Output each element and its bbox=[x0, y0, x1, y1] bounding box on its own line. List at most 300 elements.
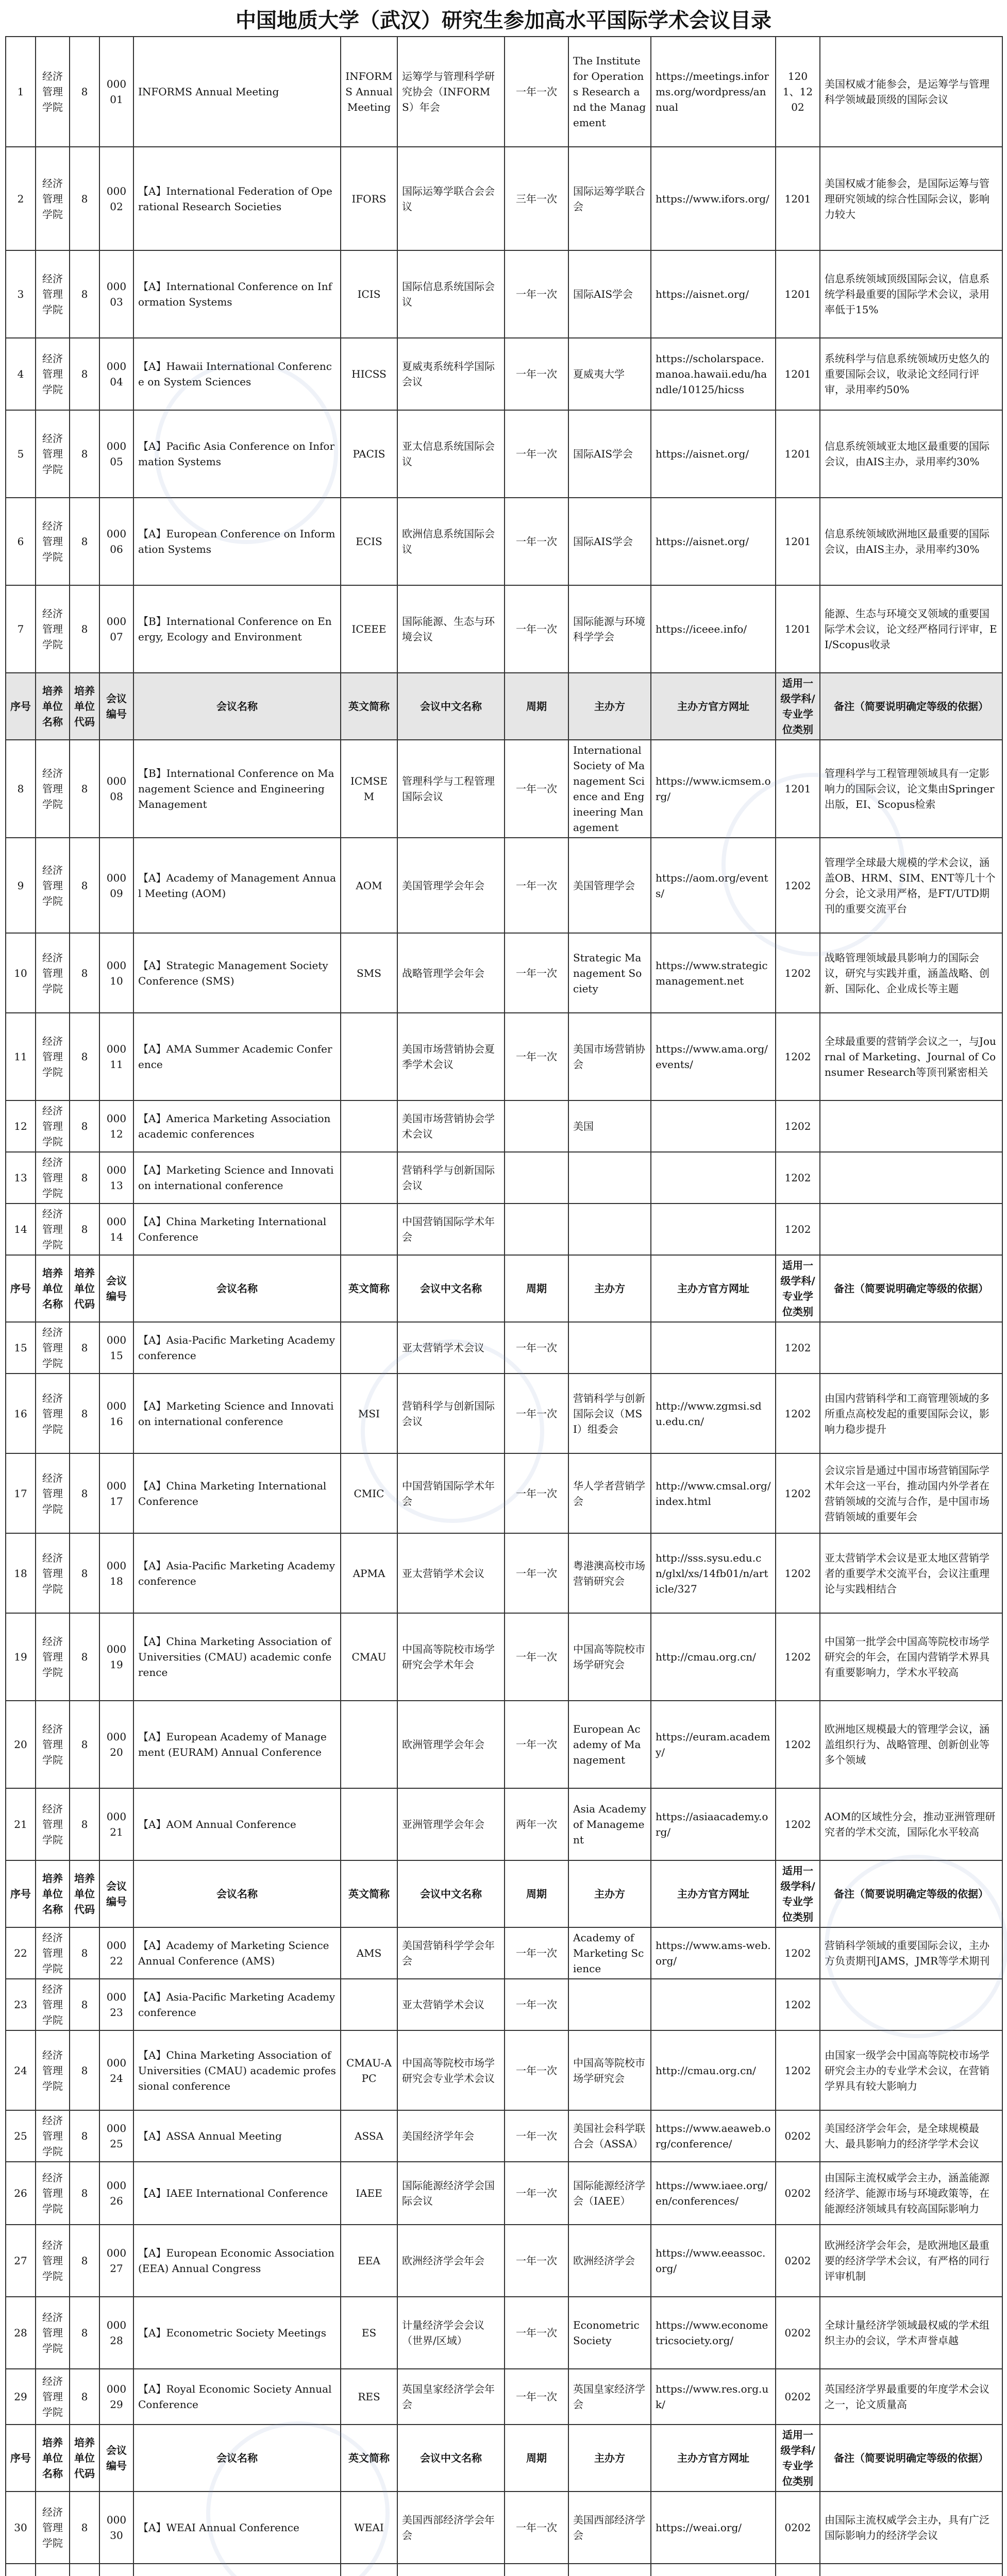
column-header: 主办方 bbox=[568, 1860, 651, 1927]
cell-seq: 17 bbox=[6, 1453, 36, 1533]
column-header: 序号 bbox=[6, 1860, 36, 1927]
cell-cn-name: 亚太营销学术会议 bbox=[397, 1533, 505, 1613]
cell-discipline: 1201 bbox=[776, 147, 820, 250]
cell-meeting-name: 【A】Marketing Science and Innovation international conference bbox=[133, 1152, 341, 1204]
cell-discipline: 1201、1202 bbox=[776, 37, 820, 147]
table-row bbox=[6, 2225, 1002, 2297]
cell-url[interactable]: http://cmau.org.cn/ bbox=[651, 2030, 776, 2110]
cell-meeting-name: 【A】Marketing Science and Innovation international conference bbox=[133, 1374, 341, 1453]
cell-meeting-name: 【A】AMA Summer Academic Conference bbox=[133, 1013, 341, 1100]
cell-url[interactable] bbox=[651, 1979, 776, 2030]
cell-note bbox=[820, 1204, 1002, 1255]
cell-unit-code: 8 bbox=[70, 2225, 99, 2297]
cell-abbr: HICSS bbox=[341, 338, 397, 410]
cell-abbr bbox=[341, 1100, 397, 1152]
cell-meeting-name: 【A】Strategic Management Society Conference (SMS) bbox=[133, 933, 341, 1013]
cell-url[interactable]: http://sss.sysu.edu.cn/glxl/xs/14fb01/n/article/327 bbox=[651, 1533, 776, 1613]
cell-note: 全球计量经济学领域最权威的学术组织主办的会议，学术声誉卓越 bbox=[820, 2297, 1002, 2369]
cell-unit-code: 8 bbox=[70, 410, 99, 498]
cell-discipline: 0202 bbox=[776, 2110, 820, 2162]
cell-seq: 26 bbox=[6, 2162, 36, 2225]
cell-host bbox=[568, 2564, 651, 2576]
cell-meeting-name bbox=[133, 2564, 341, 2576]
cell-cn-name: 亚洲管理学会年会 bbox=[397, 1788, 505, 1860]
cell-meeting-name: 【A】WEAI Annual Conference bbox=[133, 2492, 341, 2564]
cell-host: Asia Academy of Management bbox=[568, 1788, 651, 1860]
table-row bbox=[6, 585, 1002, 673]
cell-seq: 2 bbox=[6, 147, 36, 250]
column-header: 适用一级学科/专业学位类别 bbox=[776, 1860, 820, 1927]
column-header: 周期 bbox=[505, 2425, 568, 2492]
column-header: 主办方 bbox=[568, 2425, 651, 2492]
cell-discipline: 0202 bbox=[776, 2492, 820, 2564]
cell-host: 营销科学与创新国际会议（MSI）组委会 bbox=[568, 1374, 651, 1453]
cell-seq: 28 bbox=[6, 2297, 36, 2369]
cell-url[interactable] bbox=[651, 2564, 776, 2576]
cell-host: European Academy of Management bbox=[568, 1701, 651, 1788]
cell-url[interactable]: http://cmau.org.cn/ bbox=[651, 1613, 776, 1701]
cell-url[interactable]: https://aisnet.org/ bbox=[651, 410, 776, 498]
cell-host: 美国社会科学联合会（ASSA） bbox=[568, 2110, 651, 2162]
cell-cycle: 两年一次 bbox=[505, 1788, 568, 1860]
column-header: 培养单位代码 bbox=[70, 2425, 99, 2492]
cell-meeting-name: 【A】China Marketing Association of Universities (CMAU) academic professional conference bbox=[133, 2030, 341, 2110]
cell-cycle: 一年一次 bbox=[505, 1322, 568, 1374]
cell-discipline: 1202 bbox=[776, 1374, 820, 1453]
cell-cn-name: 亚太营销学术会议 bbox=[397, 1979, 505, 2030]
cell-host: 国际AIS学会 bbox=[568, 410, 651, 498]
cell-unit-name: 经济管理学院 bbox=[36, 338, 70, 410]
cell-unit-name: 经济管理学院 bbox=[36, 147, 70, 250]
cell-cycle: 一年一次 bbox=[505, 585, 568, 673]
cell-abbr: EEA bbox=[341, 2225, 397, 2297]
cell-seq: 9 bbox=[6, 838, 36, 933]
cell-host: 国际运筹学联合会 bbox=[568, 147, 651, 250]
cell-unit-name: 经济管理学院 bbox=[36, 498, 70, 585]
table-row bbox=[6, 1927, 1002, 1979]
cell-url[interactable]: https://www.aeaweb.org/conference/ bbox=[651, 2110, 776, 2162]
cell-meeting-id: 00016 bbox=[99, 1374, 133, 1453]
table-row bbox=[6, 2369, 1002, 2425]
cell-note: 全球最重要的营销学会议之一，与Journal of Marketing、Journal of Consumer Research等顶刊紧密相关 bbox=[820, 1013, 1002, 1100]
cell-cycle: 一年一次 bbox=[505, 933, 568, 1013]
table-row bbox=[6, 37, 1002, 147]
cell-note: 管理学全球最大规模的学术会议，涵盖OB、HRM、SIM、ENT等几十个分会，论文录用严格，是FT/UTD期刊的重要交流平台 bbox=[820, 838, 1002, 933]
cell-cn-name: 中国高等院校市场学研究会学术年会 bbox=[397, 1613, 505, 1701]
cell-note: 信息系统领域顶级国际会议，信息系统学科最重要的国际学术会议，录用率低于15% bbox=[820, 250, 1002, 338]
cell-discipline: 1202 bbox=[776, 1533, 820, 1613]
table-row bbox=[6, 1100, 1002, 1152]
cell-url[interactable]: https://scholarspace.manoa.hawaii.edu/handle/10125/hicss bbox=[651, 338, 776, 410]
cell-unit-name: 经济管理学院 bbox=[36, 838, 70, 933]
cell-seq: 22 bbox=[6, 1927, 36, 1979]
cell-cn-name: 美国市场营销协会夏季学术会议 bbox=[397, 1013, 505, 1100]
cell-url[interactable]: https://www.res.org.uk/ bbox=[651, 2369, 776, 2425]
cell-unit-code: 8 bbox=[70, 338, 99, 410]
cell-seq: 21 bbox=[6, 1788, 36, 1860]
cell-unit-code: 8 bbox=[70, 1322, 99, 1374]
cell-cn-name: 计量经济学会会议（世界/区域） bbox=[397, 2297, 505, 2369]
column-header: 主办方官方网址 bbox=[651, 1860, 776, 1927]
conference-table-body bbox=[6, 37, 1002, 2576]
cell-abbr: CMAU bbox=[341, 1613, 397, 1701]
cell-cycle: 一年一次 bbox=[505, 2030, 568, 2110]
cell-meeting-id: 00001 bbox=[99, 37, 133, 147]
cell-discipline: 1202 bbox=[776, 1453, 820, 1533]
cell-unit-code bbox=[70, 2564, 99, 2576]
cell-abbr: IFORS bbox=[341, 147, 397, 250]
cell-url[interactable]: https://www.strategicmanagement.net bbox=[651, 933, 776, 1013]
table-row bbox=[6, 1979, 1002, 2030]
cell-cycle: 一年一次 bbox=[505, 2492, 568, 2564]
cell-cycle bbox=[505, 1152, 568, 1204]
cell-url[interactable] bbox=[651, 1204, 776, 1255]
cell-seq: 19 bbox=[6, 1613, 36, 1701]
cell-cn-name bbox=[397, 2564, 505, 2576]
cell-discipline: 1202 bbox=[776, 1100, 820, 1152]
cell-unit-name: 经济管理学院 bbox=[36, 37, 70, 147]
column-header: 主办方 bbox=[568, 673, 651, 740]
table-row bbox=[6, 1374, 1002, 1453]
cell-abbr bbox=[341, 1701, 397, 1788]
cell-cn-name: 欧洲经济学会年会 bbox=[397, 2225, 505, 2297]
column-header: 英文简称 bbox=[341, 673, 397, 740]
cell-cn-name: 管理科学与工程管理国际会议 bbox=[397, 740, 505, 838]
cell-unit-name bbox=[36, 2564, 70, 2576]
cell-unit-name: 经济管理学院 bbox=[36, 2030, 70, 2110]
cell-meeting-name: 【A】Hawaii International Conference on System Sciences bbox=[133, 338, 341, 410]
column-header: 周期 bbox=[505, 1860, 568, 1927]
cell-seq: 23 bbox=[6, 1979, 36, 2030]
cell-meeting-name: 【A】Asia-Pacific Marketing Academy conference bbox=[133, 1322, 341, 1374]
cell-meeting-id: 00012 bbox=[99, 1100, 133, 1152]
cell-url[interactable]: https://www.iaee.org/en/conferences/ bbox=[651, 2162, 776, 2225]
cell-cycle: 一年一次 bbox=[505, 2162, 568, 2225]
cell-note: 由国际主流权威学会主办，具有广泛国际影响力的经济学会议 bbox=[820, 2492, 1002, 2564]
conference-table bbox=[5, 36, 1003, 2576]
cell-seq bbox=[6, 2564, 36, 2576]
cell-cycle: 一年一次 bbox=[505, 1013, 568, 1100]
cell-discipline: 1201 bbox=[776, 498, 820, 585]
cell-host: 国际AIS学会 bbox=[568, 498, 651, 585]
cell-abbr: AOM bbox=[341, 838, 397, 933]
cell-note: 信息系统领域亚太地区最重要的国际会议，由AIS主办，录用率约30% bbox=[820, 410, 1002, 498]
cell-seq: 4 bbox=[6, 338, 36, 410]
cell-url[interactable]: https://iceee.info/ bbox=[651, 585, 776, 673]
cell-note: 美国权威才能参会，是国际运筹与管理研究领域的综合性国际会议，影响力较大 bbox=[820, 147, 1002, 250]
column-header: 会议中文名称 bbox=[397, 673, 505, 740]
cell-cycle: 一年一次 bbox=[505, 338, 568, 410]
table-row bbox=[6, 2162, 1002, 2225]
cell-host: 华人学者营销学会 bbox=[568, 1453, 651, 1533]
column-header: 主办方 bbox=[568, 1255, 651, 1322]
cell-url[interactable]: https://aisnet.org/ bbox=[651, 498, 776, 585]
table-row bbox=[6, 1322, 1002, 1374]
cell-unit-name: 经济管理学院 bbox=[36, 1701, 70, 1788]
cell-meeting-id: 00019 bbox=[99, 1613, 133, 1701]
cell-cycle: 一年一次 bbox=[505, 1533, 568, 1613]
column-header: 序号 bbox=[6, 1255, 36, 1322]
cell-cycle: 一年一次 bbox=[505, 1613, 568, 1701]
cell-seq: 11 bbox=[6, 1013, 36, 1100]
cell-note: 营销科学领域的重要国际会议，主办方负责期刊JAMS，JMR等学术期刊 bbox=[820, 1927, 1002, 1979]
cell-note: 战略管理领域最具影响力的国际会议，研究与实践并重，涵盖战略、创新、国际化、企业成长等主题 bbox=[820, 933, 1002, 1013]
cell-note: 能源、生态与环境交叉领域的重要国际学术会议，论文经严格同行评审，EI/Scopus收录 bbox=[820, 585, 1002, 673]
cell-seq: 25 bbox=[6, 2110, 36, 2162]
cell-seq: 27 bbox=[6, 2225, 36, 2297]
cell-meeting-name: INFORMS Annual Meeting bbox=[133, 37, 341, 147]
cell-url[interactable]: https://www.ifors.org/ bbox=[651, 147, 776, 250]
cell-meeting-name: 【A】Asia-Pacific Marketing Academy conference bbox=[133, 1533, 341, 1613]
column-header: 主办方官方网址 bbox=[651, 1255, 776, 1322]
cell-note: 由国家一级学会中国高等院校市场学研究会主办的专业学术会议，在营销学界具有较大影响力 bbox=[820, 2030, 1002, 2110]
cell-unit-name: 经济管理学院 bbox=[36, 250, 70, 338]
cell-meeting-name: 【A】Pacific Asia Conference on Information Systems bbox=[133, 410, 341, 498]
cell-host: 粤港澳高校市场营销研究会 bbox=[568, 1533, 651, 1613]
cell-url[interactable]: https://euram.academy/ bbox=[651, 1701, 776, 1788]
cell-cn-name: 中国营销国际学术年会 bbox=[397, 1204, 505, 1255]
cell-unit-name: 经济管理学院 bbox=[36, 1613, 70, 1701]
cell-cn-name: 国际能源、生态与环境会议 bbox=[397, 585, 505, 673]
cell-url[interactable]: https://meetings.informs.org/wordpress/annual bbox=[651, 37, 776, 147]
cell-discipline: 1201 bbox=[776, 250, 820, 338]
cell-meeting-id: 00011 bbox=[99, 1013, 133, 1100]
cell-seq: 20 bbox=[6, 1701, 36, 1788]
cell-seq: 18 bbox=[6, 1533, 36, 1613]
cell-unit-code: 8 bbox=[70, 1204, 99, 1255]
cell-meeting-id: 00010 bbox=[99, 933, 133, 1013]
cell-discipline: 1202 bbox=[776, 2030, 820, 2110]
cell-abbr bbox=[341, 1322, 397, 1374]
cell-discipline: 0202 bbox=[776, 2297, 820, 2369]
column-header: 英文简称 bbox=[341, 1860, 397, 1927]
cell-abbr: ICIS bbox=[341, 250, 397, 338]
cell-cn-name: 美国西部经济学会年会 bbox=[397, 2492, 505, 2564]
cell-meeting-name: 【A】Academy of Marketing Science Annual Conference (AMS) bbox=[133, 1927, 341, 1979]
cell-cn-name: 美国管理学会年会 bbox=[397, 838, 505, 933]
column-header: 会议编号 bbox=[99, 1860, 133, 1927]
cell-unit-name: 经济管理学院 bbox=[36, 1979, 70, 2030]
cell-url[interactable] bbox=[651, 1322, 776, 1374]
cell-cn-name: 欧洲信息系统国际会议 bbox=[397, 498, 505, 585]
cell-unit-name: 经济管理学院 bbox=[36, 1322, 70, 1374]
cell-meeting-id: 00028 bbox=[99, 2297, 133, 2369]
table-row bbox=[6, 1613, 1002, 1701]
cell-seq: 6 bbox=[6, 498, 36, 585]
cell-unit-name: 经济管理学院 bbox=[36, 2225, 70, 2297]
cell-meeting-name: 【A】European Academy of Management (EURAM) Annual Conference bbox=[133, 1701, 341, 1788]
cell-cn-name: 亚太营销学术会议 bbox=[397, 1322, 505, 1374]
cell-cycle: 一年一次 bbox=[505, 2225, 568, 2297]
column-header: 主办方官方网址 bbox=[651, 2425, 776, 2492]
column-header: 培养单位名称 bbox=[36, 1255, 70, 1322]
cell-cn-name: 中国营销国际学术年会 bbox=[397, 1453, 505, 1533]
cell-unit-code: 8 bbox=[70, 1374, 99, 1453]
cell-unit-code: 8 bbox=[70, 2110, 99, 2162]
cell-url[interactable]: http://www.zgmsi.sdu.edu.cn/ bbox=[651, 1374, 776, 1453]
column-header: 英文简称 bbox=[341, 1255, 397, 1322]
cell-cycle bbox=[505, 1204, 568, 1255]
cell-url[interactable]: https://www.ams-web.org/ bbox=[651, 1927, 776, 1979]
column-header: 会议编号 bbox=[99, 2425, 133, 2492]
cell-host: 英国皇家经济学会 bbox=[568, 2369, 651, 2425]
cell-abbr: INFORMS Annual Meeting bbox=[341, 37, 397, 147]
column-header: 会议名称 bbox=[133, 1255, 341, 1322]
cell-cn-name: 国际信息系统国际会议 bbox=[397, 250, 505, 338]
cell-note: 英国经济学界最重要的年度学术会议之一，论文质量高 bbox=[820, 2369, 1002, 2425]
cell-seq: 24 bbox=[6, 2030, 36, 2110]
cell-discipline: 1201 bbox=[776, 740, 820, 838]
cell-abbr: CMIC bbox=[341, 1453, 397, 1533]
cell-url[interactable]: https://asiaacademy.org/ bbox=[651, 1788, 776, 1860]
cell-url[interactable]: https://aom.org/events/ bbox=[651, 838, 776, 933]
cell-meeting-id: 00029 bbox=[99, 2369, 133, 2425]
cell-host bbox=[568, 1979, 651, 2030]
cell-unit-code: 8 bbox=[70, 1100, 99, 1152]
cell-note: 信息系统领域欧洲地区最重要的国际会议，由AIS主办，录用率约30% bbox=[820, 498, 1002, 585]
cell-discipline: 1202 bbox=[776, 1013, 820, 1100]
cell-url[interactable]: https://www.ama.org/events/ bbox=[651, 1013, 776, 1100]
cell-unit-name: 经济管理学院 bbox=[36, 1204, 70, 1255]
cell-seq: 16 bbox=[6, 1374, 36, 1453]
table-row bbox=[6, 2564, 1002, 2576]
column-header: 周期 bbox=[505, 673, 568, 740]
cell-discipline: 1202 bbox=[776, 1788, 820, 1860]
cell-meeting-id: 00007 bbox=[99, 585, 133, 673]
cell-host: 中国高等院校市场学研究会 bbox=[568, 2030, 651, 2110]
cell-unit-code: 8 bbox=[70, 2369, 99, 2425]
column-header: 周期 bbox=[505, 1255, 568, 1322]
cell-cycle: 一年一次 bbox=[505, 2110, 568, 2162]
cell-meeting-name: 【A】International Conference on Information Systems bbox=[133, 250, 341, 338]
cell-url[interactable]: https://aisnet.org/ bbox=[651, 250, 776, 338]
cell-note: 由国际主流权威学会主办，涵盖能源经济学、能源市场与环境政策等，在能源经济领域具有较高国际影响力 bbox=[820, 2162, 1002, 2225]
cell-cn-name: 欧洲管理学会年会 bbox=[397, 1701, 505, 1788]
cell-discipline: 1202 bbox=[776, 1204, 820, 1255]
cell-cycle bbox=[505, 2564, 568, 2576]
cell-host: 国际能源经济学会（IAEE） bbox=[568, 2162, 651, 2225]
cell-meeting-id bbox=[99, 2564, 133, 2576]
cell-abbr bbox=[341, 1788, 397, 1860]
cell-cn-name: 营销科学与创新国际会议 bbox=[397, 1152, 505, 1204]
cell-unit-code: 8 bbox=[70, 2030, 99, 2110]
cell-discipline: 1202 bbox=[776, 1613, 820, 1701]
column-header: 培养单位代码 bbox=[70, 1860, 99, 1927]
cell-meeting-name: 【A】China Marketing International Conference bbox=[133, 1204, 341, 1255]
cell-unit-name: 经济管理学院 bbox=[36, 1152, 70, 1204]
column-header: 英文简称 bbox=[341, 2425, 397, 2492]
cell-unit-code: 8 bbox=[70, 2297, 99, 2369]
column-header: 会议编号 bbox=[99, 1255, 133, 1322]
header-row bbox=[6, 1860, 1002, 1927]
cell-abbr: SMS bbox=[341, 933, 397, 1013]
cell-unit-code: 8 bbox=[70, 838, 99, 933]
cell-host: 夏威夷大学 bbox=[568, 338, 651, 410]
cell-discipline: 1202 bbox=[776, 1322, 820, 1374]
cell-host: 中国高等院校市场学研究会 bbox=[568, 1613, 651, 1701]
cell-abbr: ICMSEM bbox=[341, 740, 397, 838]
cell-url[interactable]: https://weai.org/ bbox=[651, 2492, 776, 2564]
column-header: 序号 bbox=[6, 2425, 36, 2492]
cell-cn-name: 夏威夷系统科学国际会议 bbox=[397, 338, 505, 410]
table-row bbox=[6, 1533, 1002, 1613]
cell-unit-code: 8 bbox=[70, 1701, 99, 1788]
cell-abbr: AMS bbox=[341, 1927, 397, 1979]
cell-meeting-id: 00013 bbox=[99, 1152, 133, 1204]
cell-abbr: PACIS bbox=[341, 410, 397, 498]
table-row bbox=[6, 250, 1002, 338]
cell-seq: 7 bbox=[6, 585, 36, 673]
cell-url[interactable] bbox=[651, 1152, 776, 1204]
cell-cn-name: 运筹学与管理科学研究协会（INFORMS）年会 bbox=[397, 37, 505, 147]
cell-url[interactable]: https://www.eeassoc.org/ bbox=[651, 2225, 776, 2297]
cell-seq: 29 bbox=[6, 2369, 36, 2425]
cell-discipline bbox=[776, 2564, 820, 2576]
cell-meeting-id: 00018 bbox=[99, 1533, 133, 1613]
cell-abbr bbox=[341, 1152, 397, 1204]
cell-discipline: 1202 bbox=[776, 1152, 820, 1204]
column-header: 备注（简要说明确定等级的依据） bbox=[820, 2425, 1002, 2492]
cell-abbr: RES bbox=[341, 2369, 397, 2425]
table-row bbox=[6, 147, 1002, 250]
cell-meeting-id: 00023 bbox=[99, 1979, 133, 2030]
cell-meeting-id: 00006 bbox=[99, 498, 133, 585]
cell-url[interactable]: http://www.cmsal.org/index.html bbox=[651, 1453, 776, 1533]
cell-cn-name: 美国经济学年会 bbox=[397, 2110, 505, 2162]
cell-meeting-name: 【A】ASSA Annual Meeting bbox=[133, 2110, 341, 2162]
cell-discipline: 0202 bbox=[776, 2225, 820, 2297]
cell-url[interactable] bbox=[651, 1100, 776, 1152]
cell-url[interactable]: https://www.icmsem.org/ bbox=[651, 740, 776, 838]
cell-meeting-id: 00027 bbox=[99, 2225, 133, 2297]
column-header: 序号 bbox=[6, 673, 36, 740]
cell-seq: 1 bbox=[6, 37, 36, 147]
cell-discipline: 0202 bbox=[776, 2162, 820, 2225]
header-row bbox=[6, 2425, 1002, 2492]
cell-host: Strategic Management Society bbox=[568, 933, 651, 1013]
cell-abbr bbox=[341, 1013, 397, 1100]
cell-meeting-id: 00022 bbox=[99, 1927, 133, 1979]
cell-url[interactable]: https://www.econometricsociety.org/ bbox=[651, 2297, 776, 2369]
cell-host: International Society of Management Science and Engineering Management bbox=[568, 740, 651, 838]
cell-cycle: 一年一次 bbox=[505, 498, 568, 585]
cell-meeting-name: 【B】International Conference on Energy, Ecology and Environment bbox=[133, 585, 341, 673]
cell-unit-code: 8 bbox=[70, 740, 99, 838]
cell-meeting-id: 00014 bbox=[99, 1204, 133, 1255]
cell-unit-code: 8 bbox=[70, 1453, 99, 1533]
cell-abbr: ICEEE bbox=[341, 585, 397, 673]
cell-unit-name: 经济管理学院 bbox=[36, 2369, 70, 2425]
cell-unit-code: 8 bbox=[70, 250, 99, 338]
table-row bbox=[6, 838, 1002, 933]
table-row bbox=[6, 740, 1002, 838]
cell-host: 国际AIS学会 bbox=[568, 250, 651, 338]
cell-host: 美国管理学会 bbox=[568, 838, 651, 933]
cell-note: 系统科学与信息系统领域历史悠久的重要国际会议，收录论文经同行评审，录用率约50% bbox=[820, 338, 1002, 410]
cell-cycle: 一年一次 bbox=[505, 1453, 568, 1533]
cell-abbr bbox=[341, 2564, 397, 2576]
column-header: 主办方官方网址 bbox=[651, 673, 776, 740]
table-row bbox=[6, 498, 1002, 585]
cell-meeting-name: 【A】European Economic Association (EEA) Annual Congress bbox=[133, 2225, 341, 2297]
cell-meeting-name: 【A】European Conference on Information Systems bbox=[133, 498, 341, 585]
cell-unit-name: 经济管理学院 bbox=[36, 2162, 70, 2225]
column-header: 适用一级学科/专业学位类别 bbox=[776, 1255, 820, 1322]
cell-seq: 3 bbox=[6, 250, 36, 338]
header-row bbox=[6, 673, 1002, 740]
cell-unit-code: 8 bbox=[70, 1979, 99, 2030]
cell-meeting-name: 【A】China Marketing Association of Universities (CMAU) academic conference bbox=[133, 1613, 341, 1701]
